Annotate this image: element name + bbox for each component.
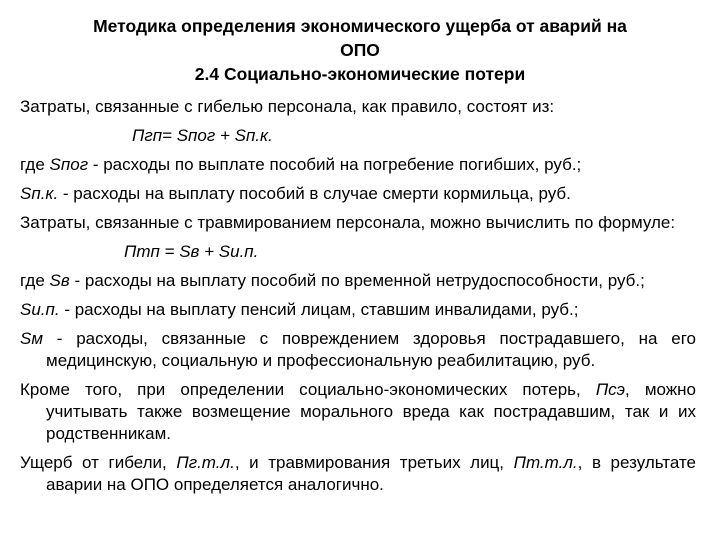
definition-prefix: где <box>20 271 45 290</box>
definition-text: - расходы на выплату пенсий лицам, ставшим инвалидами, руб.; <box>64 300 579 319</box>
section-title: 2.4 Социально-экономические потери <box>194 64 526 84</box>
definition-s-m <box>20 328 696 372</box>
definition-s-ip <box>20 299 696 321</box>
definition-text: - расходы на выплату пособий в случае смерти кормильца, руб. <box>62 184 571 203</box>
definition-prefix: где <box>20 155 45 174</box>
formula-death-costs: Пгп= Sпог + Sп.к. <box>132 126 273 145</box>
definition-text: - расходы на выплату пособий по временной нетрудоспособности, руб.; <box>74 271 645 290</box>
variable-p-gtl: Пг.т.л. <box>176 453 235 472</box>
title-line-1: Методика определения экономического ущерба от аварий на <box>93 16 627 36</box>
paragraph-text: Кроме того, при определении социально-экономических потерь, <box>20 380 581 399</box>
variable-p-ttl: Пт.т.л. <box>513 453 578 472</box>
paragraph-injury-costs: Затраты, связанные с травмированием персонала, можно вычислить по формуле: <box>20 213 676 232</box>
paragraph-text: , в результате аварии на ОПО определяется аналогично. <box>46 453 696 494</box>
variable-s-v: Sв <box>49 271 70 290</box>
variable-s-pog: Sпог <box>49 155 89 174</box>
formula-injury-costs: Птп = Sв + Sи.п. <box>124 242 259 261</box>
definition-s-v <box>20 270 696 292</box>
definition-text: - расходы по выплате пособий на погребение погибших, руб.; <box>92 155 582 174</box>
variable-p-se: Псэ <box>595 380 626 399</box>
definition-s-pog <box>20 154 696 176</box>
variable-s-ip: Sи.п. <box>20 300 60 319</box>
definition-s-pk <box>20 183 696 205</box>
slide-body <box>20 96 696 503</box>
paragraph-moral-damage <box>20 379 696 445</box>
paragraph-text: , можно учитывать также возмещение морального вреда как пострадавшим, так и их родственникам. <box>46 380 696 443</box>
variable-s-pk: Sп.к. <box>20 184 59 203</box>
paragraph-text: Ущерб от гибели, <box>20 453 167 472</box>
paragraph-text: , и травмирования третьих лиц, <box>234 453 505 472</box>
variable-s-m: Sм <box>20 329 43 348</box>
paragraph-third-parties <box>20 452 696 496</box>
slide-title <box>20 14 700 86</box>
paragraph-death-costs: Затраты, связанные с гибелью персонала, как правило, состоят из: <box>20 97 555 116</box>
definition-text: - расходы, связанные с повреждением здоровья пострадавшего, на его медицинскую, социальную и профессиональную реабилитацию, руб. <box>46 329 696 370</box>
title-line-2: ОПО <box>340 40 380 60</box>
